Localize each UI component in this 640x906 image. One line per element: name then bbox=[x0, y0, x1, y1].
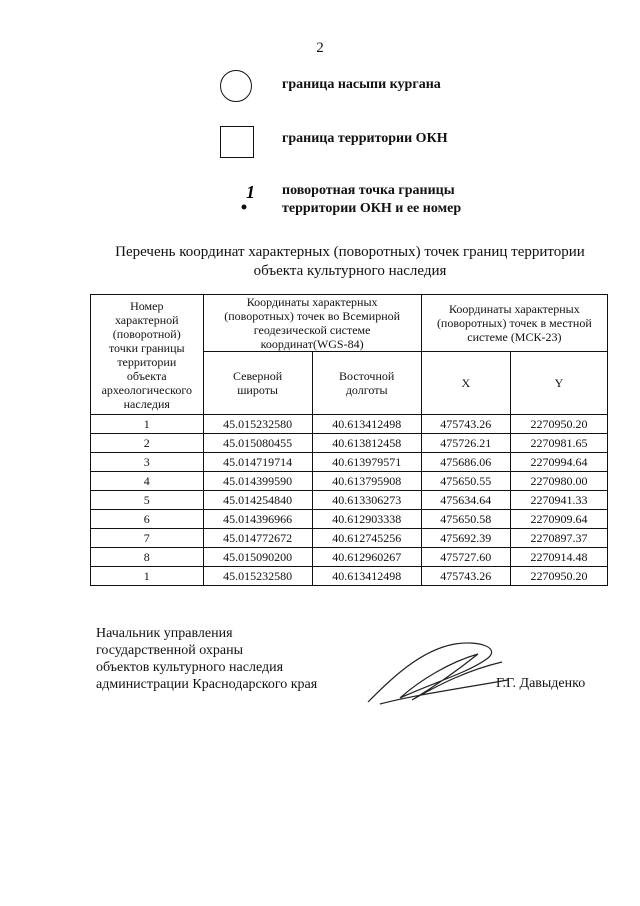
signature-position-line: администрации Краснодарского края bbox=[96, 677, 318, 692]
latitude-cell: 45.014399590 bbox=[203, 472, 312, 491]
header-line: Координаты характерных bbox=[448, 302, 580, 316]
header-line: (поворотных) точек в местной bbox=[436, 316, 592, 330]
latitude-cell: 45.014772672 bbox=[203, 529, 312, 548]
header-line: археологического bbox=[101, 382, 192, 397]
coordinates-table bbox=[90, 294, 608, 586]
table-row bbox=[91, 415, 608, 434]
legend-label bbox=[282, 182, 461, 218]
point-number-cell: 7 bbox=[91, 529, 204, 548]
longitude-cell: 40.613979571 bbox=[312, 453, 421, 472]
longitude-cell: 40.613795908 bbox=[312, 472, 421, 491]
point-number-cell: 1 bbox=[91, 415, 204, 434]
point-number-cell: 6 bbox=[91, 510, 204, 529]
table-row bbox=[91, 548, 608, 567]
coordinates-table-body bbox=[91, 415, 608, 586]
header-line: Северной bbox=[232, 369, 283, 383]
table-row bbox=[91, 567, 608, 586]
table-row bbox=[91, 472, 608, 491]
latitude-cell: 45.015080455 bbox=[203, 434, 312, 453]
header-line: долготы bbox=[345, 383, 388, 397]
header-line: объекта bbox=[126, 368, 167, 383]
y-cell: 2270909.64 bbox=[510, 510, 607, 529]
signatory-name: Г.Г. Давыденко bbox=[496, 676, 586, 691]
legend-label-line: поворотная точка границы bbox=[282, 183, 455, 198]
header-line: Восточной bbox=[339, 369, 395, 383]
header-east-longitude bbox=[312, 352, 421, 415]
point-number-cell: 4 bbox=[91, 472, 204, 491]
turning-point-number: 1 bbox=[246, 182, 255, 202]
y-cell: 2270941.33 bbox=[510, 491, 607, 510]
point-number-cell: 1 bbox=[91, 567, 204, 586]
turning-point-icon bbox=[238, 182, 262, 212]
y-cell: 2270897.37 bbox=[510, 529, 607, 548]
legend-label: граница территории ОКН bbox=[282, 131, 448, 146]
latitude-cell: 45.014719714 bbox=[203, 453, 312, 472]
longitude-cell: 40.612745256 bbox=[312, 529, 421, 548]
x-cell: 475692.39 bbox=[421, 529, 510, 548]
square-icon bbox=[220, 126, 254, 158]
circle-icon bbox=[220, 70, 252, 102]
latitude-cell: 45.015090200 bbox=[203, 548, 312, 567]
x-cell: 475650.58 bbox=[421, 510, 510, 529]
signature-position-line: государственной охраны bbox=[96, 643, 244, 658]
table-row bbox=[91, 453, 608, 472]
x-cell: 475743.26 bbox=[421, 567, 510, 586]
y-cell: 2270980.00 bbox=[510, 472, 607, 491]
header-line: геодезической системе bbox=[253, 323, 371, 337]
y-cell: 2270950.20 bbox=[510, 415, 607, 434]
handwritten-signature bbox=[360, 640, 510, 710]
header-line: Координаты характерных bbox=[246, 295, 378, 309]
y-cell: 2270994.64 bbox=[510, 453, 607, 472]
latitude-cell: 45.015232580 bbox=[203, 415, 312, 434]
longitude-cell: 40.612960267 bbox=[312, 548, 421, 567]
x-cell: 475743.26 bbox=[421, 415, 510, 434]
header-line: характерной bbox=[114, 312, 179, 327]
signature-position-line: Начальник управления bbox=[96, 626, 233, 641]
header-north-latitude bbox=[203, 352, 312, 415]
table-title-line: объекта культурного наследия bbox=[253, 263, 447, 279]
x-cell: 475650.55 bbox=[421, 472, 510, 491]
page-number: 2 bbox=[316, 40, 324, 56]
x-cell: 475727.60 bbox=[421, 548, 510, 567]
header-y: Y bbox=[510, 352, 607, 415]
x-cell: 475686.06 bbox=[421, 453, 510, 472]
y-cell: 2270950.20 bbox=[510, 567, 607, 586]
longitude-cell: 40.612903338 bbox=[312, 510, 421, 529]
table-row bbox=[91, 529, 608, 548]
table-row bbox=[91, 510, 608, 529]
x-cell: 475634.64 bbox=[421, 491, 510, 510]
latitude-cell: 45.014396966 bbox=[203, 510, 312, 529]
header-line: Номер bbox=[130, 298, 164, 313]
table-title bbox=[90, 243, 610, 281]
header-point-number bbox=[91, 295, 204, 415]
latitude-cell: 45.015232580 bbox=[203, 567, 312, 586]
signature-position-line: объектов культурного наследия bbox=[96, 660, 284, 675]
table-title-line: Перечень координат характерных (поворотных) точек границ территории bbox=[115, 244, 585, 260]
table-row bbox=[91, 434, 608, 453]
signature-position bbox=[96, 625, 317, 693]
point-number-cell: 3 bbox=[91, 453, 204, 472]
point-number-cell: 2 bbox=[91, 434, 204, 453]
header-line: широты bbox=[237, 383, 278, 397]
header-msk23 bbox=[421, 295, 607, 352]
x-cell: 475726.21 bbox=[421, 434, 510, 453]
header-wgs84 bbox=[203, 295, 421, 352]
header-line: координат(WGS-84) bbox=[260, 337, 364, 351]
header-line: (поворотных) точек во Всемирной bbox=[224, 309, 401, 323]
table-row bbox=[91, 491, 608, 510]
header-line: территории bbox=[117, 354, 177, 369]
point-number-cell: 5 bbox=[91, 491, 204, 510]
y-cell: 2270981.65 bbox=[510, 434, 607, 453]
header-line: наследия bbox=[123, 396, 170, 411]
legend-label-line: территории ОКН и ее номер bbox=[282, 201, 462, 216]
longitude-cell: 40.613306273 bbox=[312, 491, 421, 510]
longitude-cell: 40.613412498 bbox=[312, 415, 421, 434]
longitude-cell: 40.613412498 bbox=[312, 567, 421, 586]
longitude-cell: 40.613812458 bbox=[312, 434, 421, 453]
y-cell: 2270914.48 bbox=[510, 548, 607, 567]
header-line: системе (МСК-23) bbox=[467, 330, 562, 344]
latitude-cell: 45.014254840 bbox=[203, 491, 312, 510]
header-line: точки границы bbox=[108, 340, 185, 355]
legend-label: граница насыпи кургана bbox=[282, 77, 441, 92]
header-line: (поворотной) bbox=[112, 326, 181, 341]
point-number-cell: 8 bbox=[91, 548, 204, 567]
header-x: X bbox=[421, 352, 510, 415]
